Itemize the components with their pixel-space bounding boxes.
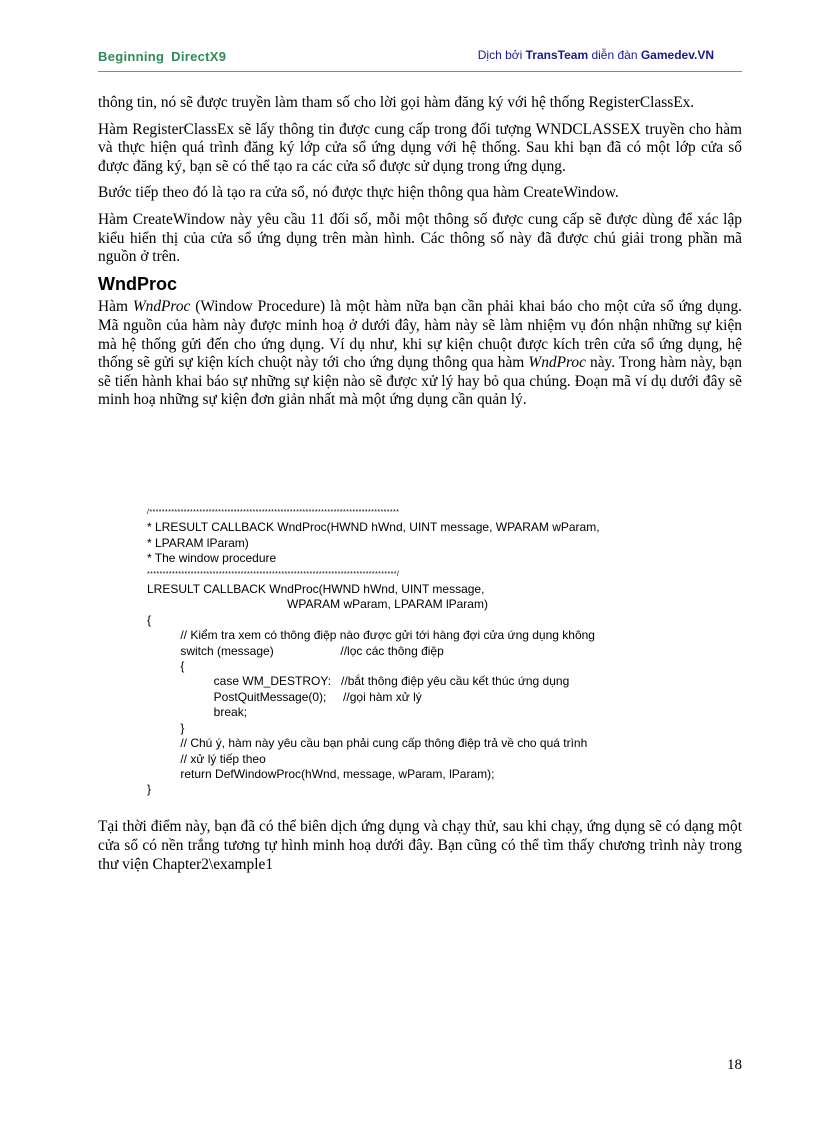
paragraph: Hàm RegisterClassEx sẽ lấy thông tin được cung cấp trong đối tượng WNDCLASSEX truyền cho hàm và thực hiện quá trình đăng ký lớp cửa sổ ứng dụng với hệ thống. Sau khi bạn đã có một lớp cửa sổ được đăng ký, bạn sẽ có thể tạo ra các cửa sổ được sử dụng trong ứng dụng. xyxy=(98,120,742,175)
closing-paragraph: Tại thời điểm này, bạn đã có thể biên dịch ứng dụng và chạy thử, sau khi chạy, ứng dụng sẽ có dạng một cửa sổ có nền trắng tương tự hình minh hoạ dưới đây. Bạn cũng có thể tìm thấy chương trình này trong thư viện Chapter2\example1 xyxy=(98,818,742,873)
paragraph: Bước tiếp theo đó là tạo ra cửa sổ, nó được thực hiện thông qua hàm CreateWindow. xyxy=(98,184,619,202)
text-run: (Window Procedure) là một hàm nữa bạn cần phải khai báo cho một cửa sổ ứng dụng. Mã nguồn của hàm này được minh hoạ ở dưới đây, hàm này sẽ làm nhiệm vụ đón nhận những sự kiện mà hệ thống gửi đến cho ứng dụng. Ví dụ như, khi sự kiện chuột được kích trên cửa sổ ứng dụng, hệ thống sẽ gửi sự kiện kích chuột này tới cho ứng dụng thông qua hàm xyxy=(98,298,742,372)
credit-team: TransTeam xyxy=(525,48,589,62)
code-line: // xử lý tiếp theo xyxy=(147,751,266,766)
function-name: WndProc xyxy=(528,354,586,372)
code-line: * The window procedure xyxy=(147,551,277,566)
code-line: { xyxy=(147,659,185,674)
code-line: case WM_DESTROY: //bắt thông điệp yêu cầu kết thúc ứng dụng xyxy=(147,674,570,689)
text-run: này. Trong hàm này, bạn sẽ tiến hành khai báo sự những sự kiện nào sẽ được xử lý hay bỏ qua chúng. Đoạn mã ví dụ dưới đây sẽ minh hoạ những sự kiện đơn giản nhất mà một ứng dụng cần quản lý. xyxy=(98,354,742,409)
section-intro xyxy=(98,298,742,410)
code-line: // Chú ý, hàm này yêu cầu bạn phải cung cấp thông điệp trả về cho quá trình xyxy=(147,736,588,751)
code-line: * LRESULT CALLBACK WndProc(HWND hWnd, UINT message, WPARAM wParam, xyxy=(147,520,600,535)
code-line: return DefWindowProc(hWnd, message, wParam, lParam); xyxy=(147,766,495,781)
code-line: switch (message) //lọc các thông điệp xyxy=(147,643,444,658)
section-heading: WndProc xyxy=(98,273,177,294)
code-line: /******************************************************************************** xyxy=(147,509,400,516)
function-name: WndProc xyxy=(132,298,191,316)
code-line: // Kiểm tra xem có thông điệp nào được gửi tới hàng đợi cửa ứng dụng không xyxy=(147,628,595,643)
code-line: ********************************************************************************/ xyxy=(147,570,400,578)
paragraph: thông tin, nó sẽ được truyền làm tham số cho lời gọi hàm đăng ký với hệ thống RegisterClassEx. xyxy=(98,94,695,111)
body-text xyxy=(98,94,742,418)
book-title: Beginning DirectX9 xyxy=(98,49,227,64)
text-run: Hàm xyxy=(98,298,133,316)
credit-forum: Gamedev.VN xyxy=(640,48,714,62)
code-line: } xyxy=(147,720,185,735)
translator-credit xyxy=(478,48,714,62)
code-line: { xyxy=(147,612,152,627)
credit-middle: diễn đàn xyxy=(588,48,641,62)
credit-prefix: Dịch bởi xyxy=(477,48,526,62)
page-header xyxy=(98,48,742,70)
page-number: 18 xyxy=(727,1057,742,1073)
code-line: } xyxy=(147,782,152,797)
code-line: WPARAM wParam, LPARAM lParam) xyxy=(147,597,488,612)
code-line: * LPARAM lParam) xyxy=(147,535,249,550)
header-rule xyxy=(98,71,742,72)
code-line: LRESULT CALLBACK WndProc(HWND hWnd, UINT message, xyxy=(147,582,485,597)
paragraph: Hàm CreateWindow này yêu cầu 11 đối số, mỗi một thông số được cung cấp sẽ được dùng để xác lập kiểu hiển thị của cửa sổ ứng dụng trên màn hình. Các thông số này đã được chú giải trong phần mã nguồn ở trên. xyxy=(98,210,742,266)
code-listing xyxy=(147,505,707,798)
code-line: PostQuitMessage(0); //gọi hàm xử lý xyxy=(147,689,422,704)
code-line: break; xyxy=(147,705,248,720)
